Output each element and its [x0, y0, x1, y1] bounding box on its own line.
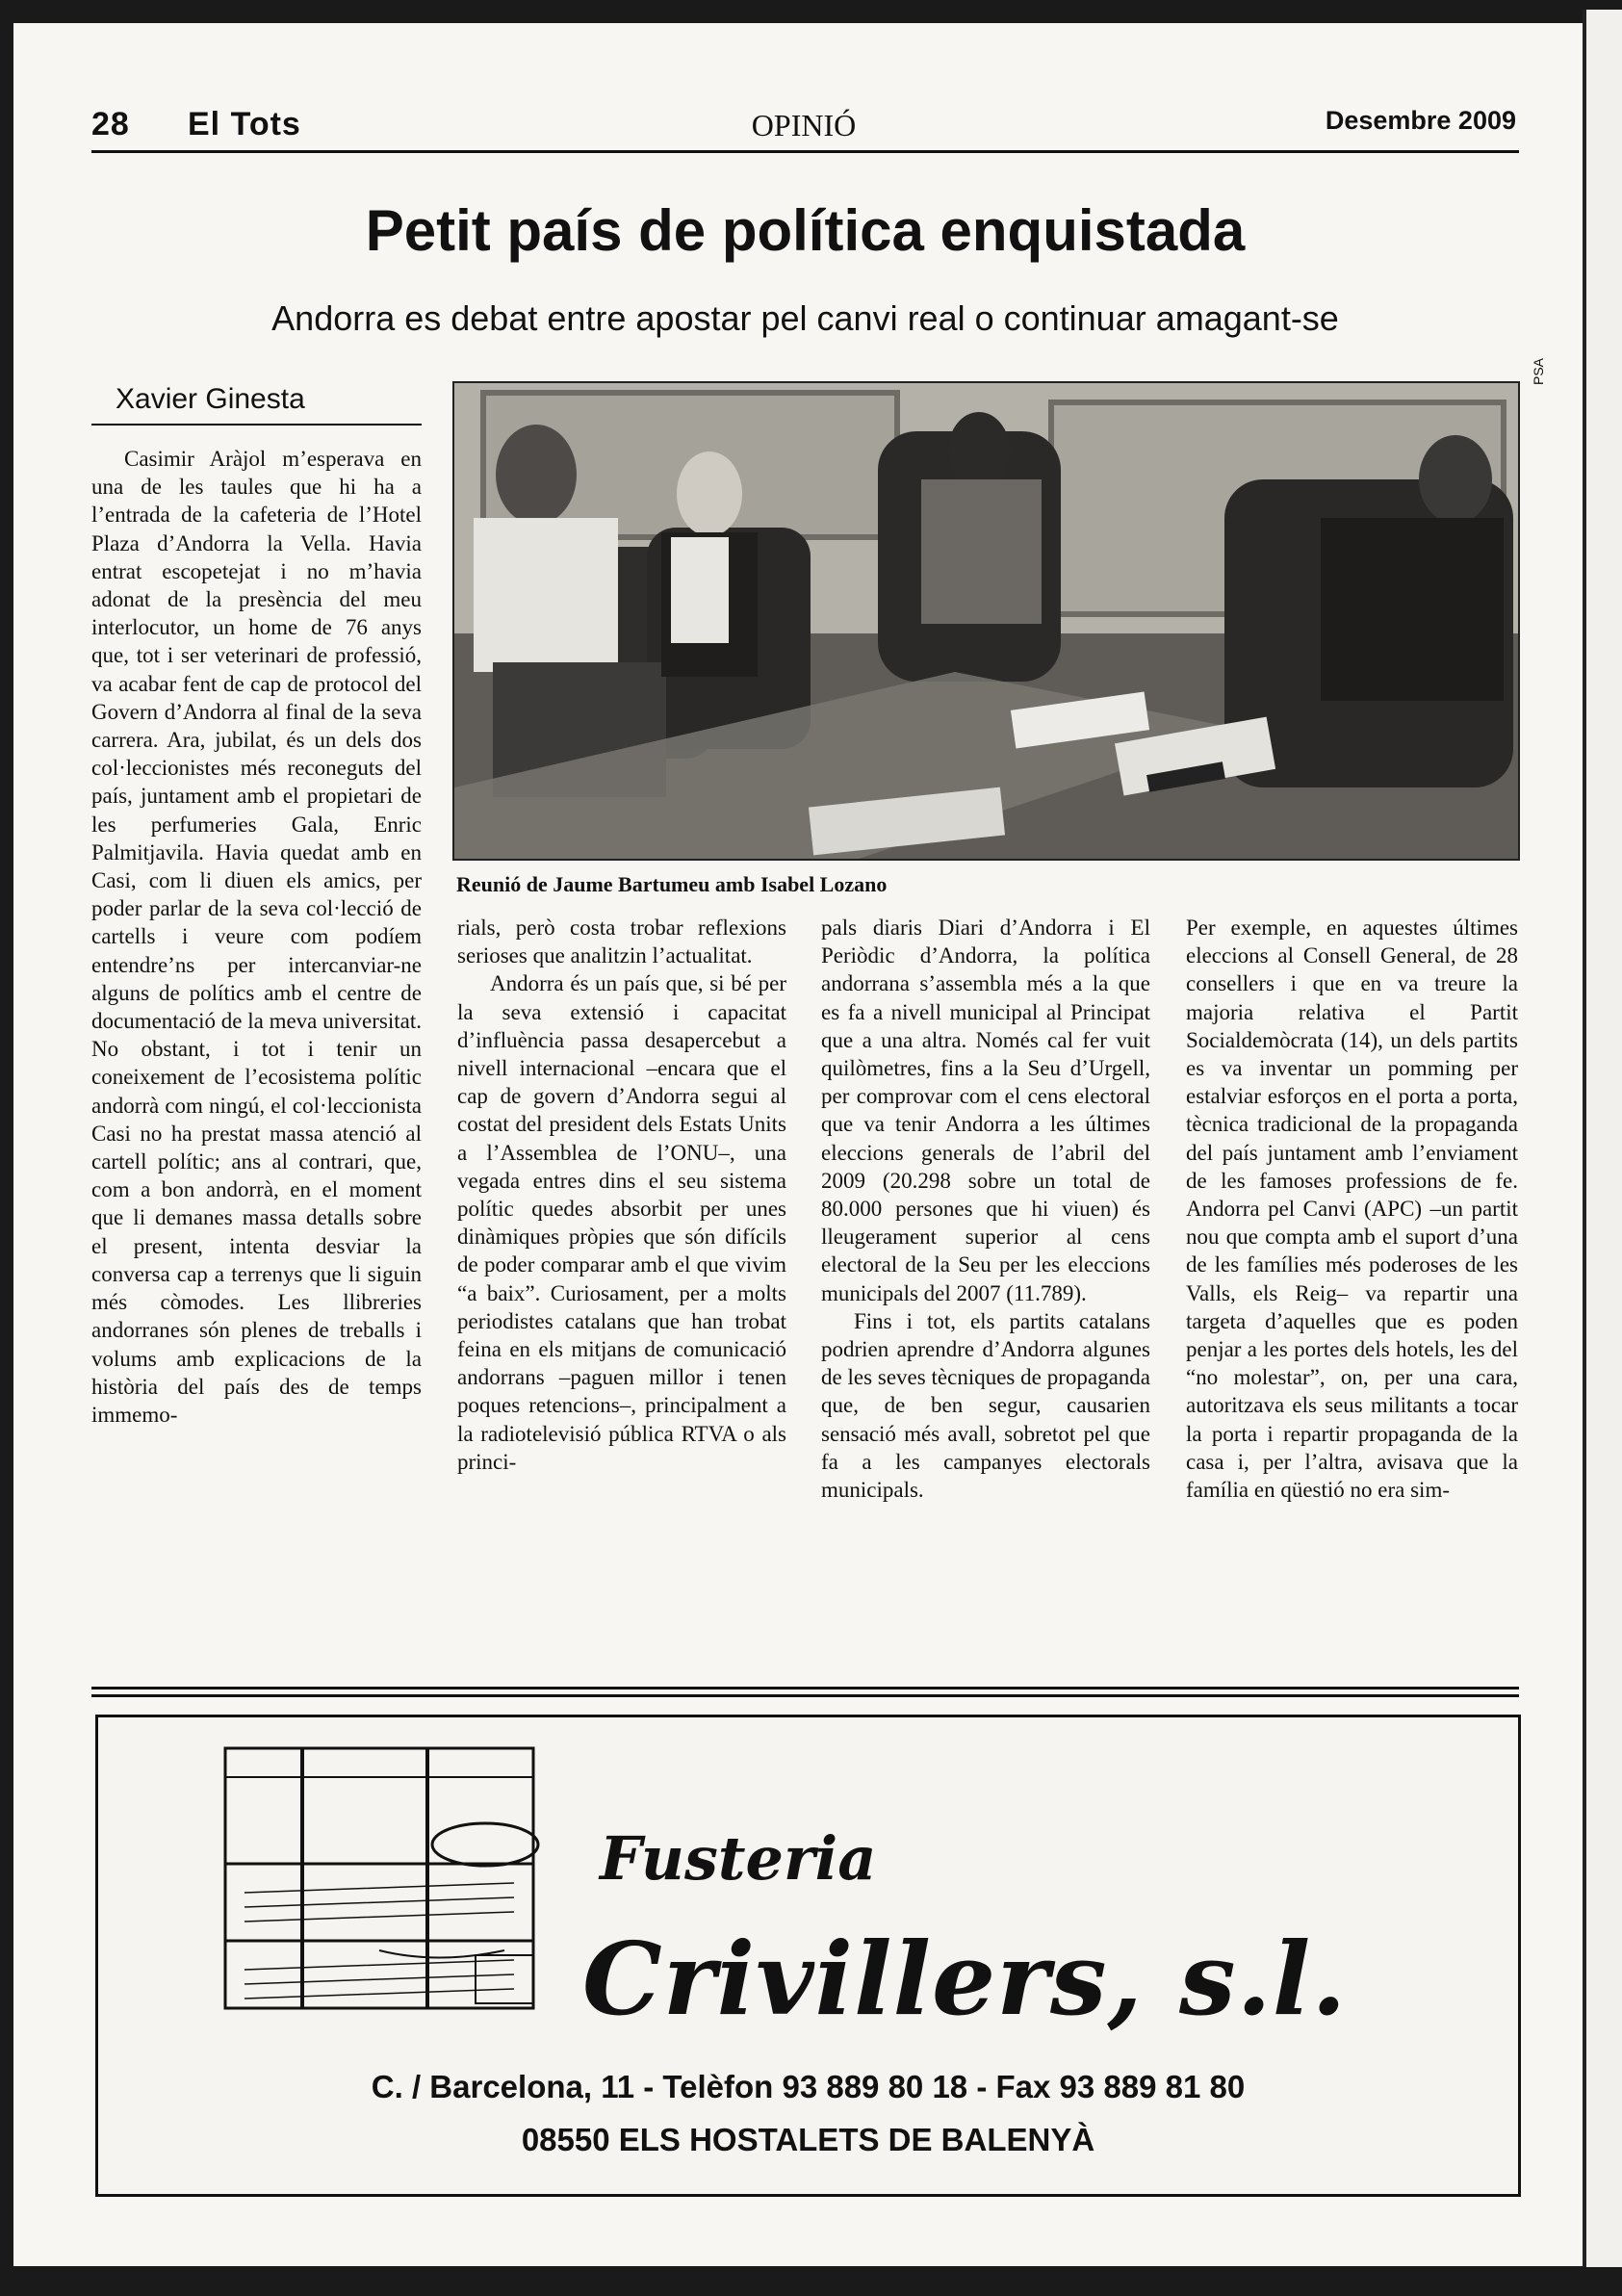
advertisement	[95, 1715, 1521, 2197]
header-divider	[91, 150, 1519, 153]
photo-caption: Reunió de Jaume Bartumeu amb Isabel Lozano	[456, 872, 888, 896]
section-name: OPINIÓ	[751, 108, 857, 142]
carpentry-illustration	[187, 1739, 543, 2027]
paragraph: Fins i tot, els partits catalans podrien aprendre d’Andorra algunes de les seves tècniques de propaganda que, de ben segur, causarien sensació més avall, sobretot pel que fa a les campanyes electorals municipals.	[821, 1308, 1150, 1503]
byline-divider	[91, 424, 422, 426]
advert-city: 08550 ELS HOSTALETS DE BALENYÀ	[521, 2122, 1095, 2157]
issue-date: Desembre 2009	[1325, 106, 1516, 135]
paragraph: Casimir Aràjol m’esperava en una de les taules que hi ha a l’entrada de la cafeteria de l’Hotel Plaza d’Andorra la Vella. Havia entrat escopetejat i no m’havia adonat de la presència del meu interlocutor, un home de 76 anys que, tot i ser veterinari de professió, va acabar fent de cap de protocol del Govern d’Andorra al final de la seva carrera. Ara, jubilat, és un dels dos col·leccionistes més reconeguts del país, juntament amb el propietari de les perfumeries Gala, Enric Palmitjavila. Havia quedat amb en Casi, com li diuen els amics, per poder parlar de la seva col·lecció de cartells i veure com podíem entendre’ns per intercanviar-ne alguns de polítics amb el centre de documentació de la meva universitat. No obstant, i tot i tenir un coneixement de l’ecosistema polític andorrà com ningú, el col·leccionista Casi no ha prestat massa atenció al cartell polític; ans al contrari, que, com a bon andorrà, en el moment que li demanes massa detalls sobre el present, intenta desviar la conversa cap a terrenys que li siguin més còmodes. Les llibreries andorranes són plenes de treballs i volums amb explicacions de la història del país des de temps immemo-	[91, 447, 422, 1427]
paragraph: Andorra és un país que, si bé per la seva extensió i capacitat d’influència passa desapercebut a nivell internacional –encara que el cap de govern d’Andorra segui al costat del president dels Estats Units a l’Assemblea de l’ONU–, una vegada entres dins el seu sistema polític quedes absorbit per unes dinàmiques pròpies que són difícils de poder comparar amb el que vivim “a baix”. Curiosament, per a molts periodistes catalans que han trobat feina en els mitjans de comunicació andorrans –paguen millor i tenen poques retencions–, principalment a la radiotelevisió pública RTVA o als princi-	[457, 971, 786, 1474]
advert-company-name: Crivillers, s.l.	[582, 1920, 1348, 2038]
article-title: Petit país de política enquistada	[365, 198, 1246, 263]
adjacent-page-edge	[1583, 10, 1622, 2267]
article-photo	[452, 381, 1520, 861]
advert-address: C. / Barcelona, 11 - Telèfon 93 889 80 18 - Fax 93 889 81 80	[371, 2069, 1246, 2104]
advert-company-type: Fusteria	[600, 1823, 877, 1894]
article-column-2	[457, 914, 786, 1476]
paragraph: rials, però costa trobar reflexions serioses que analitzin l’actualitat.	[457, 916, 786, 968]
advert-divider-top	[91, 1687, 1519, 1690]
meeting-photo-illustration	[454, 383, 1518, 859]
article-column-3	[821, 914, 1150, 1504]
author-byline: Xavier Ginesta	[116, 383, 305, 415]
page-number: 28	[91, 106, 130, 142]
publication-name: El Tots	[188, 106, 301, 142]
article-column-1	[91, 445, 422, 1429]
paragraph: Per exemple, en aquestes últimes eleccions al Consell General, de 28 consellers i que en va treure la majoria relativa el Partit Socialdemòcrata (14), un dels partits es va inventar un pomming per estalviar esforços en el porta a porta, tècnica tradicional de la propaganda del país juntament amb l’enviament de les famoses professions de fe. Andorra pel Canvi (APC) –un partit nou que compta amb el suport d’una de les famílies més poderoses de les Valls, els Reig– va repartir una targeta d’aquelles que es poden penjar a les portes dels hotels, les del “no molestar”, on, per una cara, autoritzava els seus militants a tocar la porta i repartir propaganda de la casa i, per l’altra, avisava que la família en qüestió no era sim-	[1186, 916, 1518, 1503]
advert-divider-bottom	[91, 1694, 1519, 1697]
article-column-4	[1186, 914, 1518, 1504]
page-header	[91, 106, 1516, 150]
photo-credit: PSA	[1531, 357, 1546, 385]
paragraph: pals diaris Diari d’Andorra i El Periòdic d’Andorra, la política andorrana s’assembla més a la que es fa a nivell municipal al Principat que a una altra. Només cal fer vuit quilòmetres, fins a la Seu d’Urgell, per comprovar com el cens electoral que va tenir Andorra a les últimes eleccions generals de l’abril del 2009 (20.298 sobre un total de 80.000 persones que hi viuen) és lleugerament superior al cens electoral de la Seu per les eleccions municipals del 2007 (11.789).	[821, 916, 1150, 1305]
article-subtitle: Andorra es debat entre apostar pel canvi real o continuar amagant-se	[271, 298, 1339, 338]
